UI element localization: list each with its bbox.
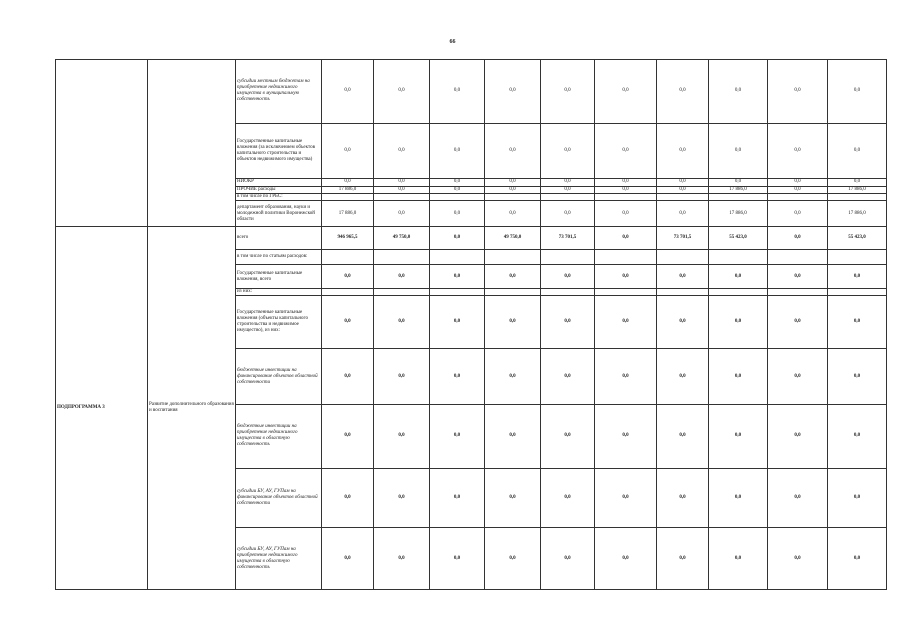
value-cell: 0,0	[828, 265, 887, 288]
value-cell: 0,0	[430, 179, 485, 186]
value-cell: 0,0	[322, 60, 374, 124]
value-cell: 0,0	[595, 201, 657, 227]
value-cell: 0,0	[430, 296, 485, 349]
value-cell: 0,0	[485, 186, 541, 193]
value-cell	[595, 250, 657, 265]
value-cell: 0,0	[374, 186, 430, 193]
value-cell: 0,0	[768, 201, 828, 227]
value-cell	[828, 288, 887, 295]
value-cell: 0,0	[322, 265, 374, 288]
value-cell: 0,0	[768, 123, 828, 178]
value-cell: 0,0	[430, 404, 485, 468]
empty-cell	[56, 60, 148, 227]
row-description: субсидии БУ, АУ, ГУПам на приобретение недвижимого имущества в областную собственность	[236, 528, 322, 590]
value-cell: 0,0	[541, 201, 595, 227]
value-cell: 0,0	[374, 265, 430, 288]
row-description: субсидии БУ, АУ, ГУПам на финансирование объектов областной собственности	[236, 468, 322, 528]
value-cell: 0,0	[541, 60, 595, 124]
value-cell: 0,0	[595, 265, 657, 288]
value-cell: 0,0	[322, 349, 374, 404]
value-cell: 0,0	[374, 60, 430, 124]
value-cell	[709, 250, 768, 265]
value-cell	[322, 250, 374, 265]
value-cell: 0,0	[828, 60, 887, 124]
value-cell	[541, 288, 595, 295]
value-cell: 0,0	[828, 528, 887, 590]
value-cell: 17 886,0	[709, 186, 768, 193]
value-cell	[828, 250, 887, 265]
value-cell: 0,0	[657, 201, 709, 227]
value-cell: 0,0	[485, 179, 541, 186]
value-cell: 0,0	[541, 265, 595, 288]
value-cell: 0,0	[595, 468, 657, 528]
value-cell: 0,0	[595, 60, 657, 124]
row-description: из них:	[236, 288, 322, 295]
value-cell	[374, 194, 430, 201]
value-cell: 0,0	[322, 296, 374, 349]
row-description: субсидии местным бюджетам на приобретение недвижимого имущества в муниципальную собственность	[236, 60, 322, 124]
row-description: бюджетные инвестиции на приобретение недвижимого имущества в областную собственность	[236, 404, 322, 468]
value-cell	[657, 250, 709, 265]
value-cell: 0,0	[485, 60, 541, 124]
value-cell: 0,0	[595, 186, 657, 193]
value-cell: 0,0	[485, 404, 541, 468]
value-cell	[374, 250, 430, 265]
value-cell: 0,0	[709, 404, 768, 468]
value-cell: 0,0	[768, 60, 828, 124]
value-cell: 0,0	[768, 227, 828, 250]
table-row	[56, 227, 887, 250]
value-cell: 0,0	[485, 201, 541, 227]
value-cell: 0,0	[374, 349, 430, 404]
value-cell: 0,0	[374, 404, 430, 468]
row-description: в том числе по ГРБС:	[236, 194, 322, 201]
value-cell: 0,0	[828, 349, 887, 404]
value-cell	[430, 194, 485, 201]
row-description: Государственные капитальные вложения (за исключением объектов капитального строительства и объектов недвижимого имущества)	[236, 123, 322, 178]
value-cell	[430, 250, 485, 265]
value-cell	[485, 288, 541, 295]
value-cell: 0,0	[709, 296, 768, 349]
value-cell: 0,0	[768, 349, 828, 404]
value-cell: 49 750,0	[374, 227, 430, 250]
value-cell: 0,0	[374, 123, 430, 178]
value-cell: 0,0	[430, 265, 485, 288]
value-cell: 0,0	[657, 265, 709, 288]
value-cell: 0,0	[322, 468, 374, 528]
value-cell: 0,0	[828, 404, 887, 468]
row-description: департамент образования, науки и молодежной политики Воронежской области	[236, 201, 322, 227]
value-cell: 0,0	[709, 349, 768, 404]
value-cell: 0,0	[768, 404, 828, 468]
value-cell: 0,0	[541, 179, 595, 186]
value-cell: 0,0	[768, 265, 828, 288]
value-cell: 17 886,0	[828, 201, 887, 227]
value-cell: 17 886,0	[709, 201, 768, 227]
value-cell: 0,0	[430, 123, 485, 178]
value-cell: 0,0	[541, 528, 595, 590]
value-cell: 0,0	[595, 404, 657, 468]
value-cell: 0,0	[709, 179, 768, 186]
table-row	[56, 60, 887, 124]
value-cell: 0,0	[828, 123, 887, 178]
budget-table	[55, 59, 887, 590]
value-cell: 0,0	[374, 179, 430, 186]
value-cell	[322, 194, 374, 201]
value-cell: 0,0	[657, 296, 709, 349]
value-cell	[541, 194, 595, 201]
value-cell: 0,0	[485, 296, 541, 349]
value-cell: 946 965,5	[322, 227, 374, 250]
value-cell: 0,0	[768, 468, 828, 528]
value-cell: 0,0	[828, 468, 887, 528]
row-description: всего	[236, 227, 322, 250]
row-description: Государственные капитальные вложения (объекты капитального строительства и недвижимое имущество), из них:	[236, 296, 322, 349]
value-cell: 0,0	[430, 60, 485, 124]
value-cell	[657, 288, 709, 295]
value-cell: 0,0	[430, 186, 485, 193]
value-cell: 0,0	[768, 528, 828, 590]
value-cell: 0,0	[374, 296, 430, 349]
value-cell: 0,0	[322, 179, 374, 186]
value-cell: 0,0	[322, 123, 374, 178]
value-cell: 0,0	[485, 123, 541, 178]
value-cell	[595, 288, 657, 295]
value-cell: 0,0	[541, 123, 595, 178]
value-cell: 0,0	[595, 296, 657, 349]
value-cell: 55 423,0	[709, 227, 768, 250]
value-cell	[485, 250, 541, 265]
value-cell: 0,0	[828, 296, 887, 349]
value-cell: 0,0	[595, 349, 657, 404]
value-cell	[709, 288, 768, 295]
value-cell: 0,0	[541, 404, 595, 468]
value-cell: 0,0	[657, 404, 709, 468]
row-description: НИОКР	[236, 179, 322, 186]
value-cell: 0,0	[485, 265, 541, 288]
value-cell	[374, 288, 430, 295]
value-cell: 0,0	[595, 123, 657, 178]
subprogram-code: ПОДПРОГРАММА 3	[56, 227, 148, 590]
row-description: ПРОЧИЕ расходы	[236, 186, 322, 193]
value-cell	[768, 250, 828, 265]
value-cell: 0,0	[322, 528, 374, 590]
value-cell: 0,0	[709, 60, 768, 124]
value-cell: 0,0	[430, 227, 485, 250]
value-cell: 0,0	[541, 349, 595, 404]
value-cell: 0,0	[657, 186, 709, 193]
row-description: в том числе по статьям расходов:	[236, 250, 322, 265]
value-cell: 0,0	[541, 296, 595, 349]
value-cell: 0,0	[541, 468, 595, 528]
value-cell: 0,0	[595, 227, 657, 250]
value-cell: 0,0	[322, 404, 374, 468]
value-cell	[322, 288, 374, 295]
value-cell: 0,0	[374, 201, 430, 227]
value-cell	[485, 194, 541, 201]
value-cell: 17 886,0	[322, 186, 374, 193]
value-cell: 0,0	[485, 468, 541, 528]
value-cell: 0,0	[541, 186, 595, 193]
empty-cell	[148, 60, 236, 227]
value-cell: 0,0	[595, 528, 657, 590]
value-cell: 17 886,0	[828, 186, 887, 193]
value-cell: 0,0	[430, 468, 485, 528]
page-number: 66	[449, 39, 456, 45]
value-cell: 0,0	[709, 123, 768, 178]
value-cell: 0,0	[657, 60, 709, 124]
value-cell: 0,0	[828, 179, 887, 186]
value-cell	[768, 288, 828, 295]
value-cell: 73 701,5	[657, 227, 709, 250]
row-description: Государственные капитальные вложения, всего	[236, 265, 322, 288]
value-cell: 0,0	[485, 349, 541, 404]
value-cell	[828, 194, 887, 201]
value-cell: 0,0	[657, 528, 709, 590]
value-cell: 0,0	[709, 265, 768, 288]
row-description: бюджетные инвестиции на финансирование объектов областной собственности	[236, 349, 322, 404]
subprogram-name: Развитие дополнительного образования и воспитания	[148, 227, 236, 590]
value-cell	[595, 194, 657, 201]
value-cell: 17 886,0	[322, 201, 374, 227]
value-cell: 0,0	[768, 179, 828, 186]
value-cell: 0,0	[709, 468, 768, 528]
value-cell: 0,0	[430, 349, 485, 404]
value-cell: 0,0	[768, 296, 828, 349]
value-cell	[709, 194, 768, 201]
value-cell	[430, 288, 485, 295]
value-cell: 0,0	[657, 123, 709, 178]
value-cell: 73 701,5	[541, 227, 595, 250]
value-cell: 0,0	[657, 349, 709, 404]
value-cell: 0,0	[709, 528, 768, 590]
value-cell: 0,0	[595, 179, 657, 186]
value-cell: 55 423,0	[828, 227, 887, 250]
value-cell: 0,0	[485, 528, 541, 590]
value-cell: 0,0	[657, 179, 709, 186]
value-cell: 49 750,0	[485, 227, 541, 250]
value-cell: 0,0	[768, 186, 828, 193]
value-cell: 0,0	[430, 528, 485, 590]
value-cell	[657, 194, 709, 201]
value-cell	[541, 250, 595, 265]
value-cell: 0,0	[374, 528, 430, 590]
value-cell: 0,0	[657, 468, 709, 528]
value-cell: 0,0	[430, 201, 485, 227]
value-cell: 0,0	[374, 468, 430, 528]
value-cell	[768, 194, 828, 201]
